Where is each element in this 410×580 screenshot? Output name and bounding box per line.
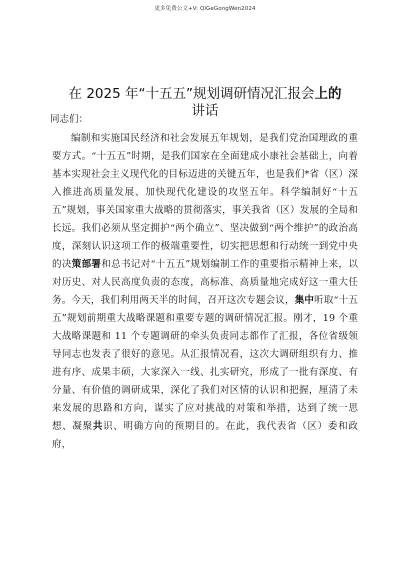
promo-header-note: 更多免费公文+V: QiGeGongWen2024 <box>154 6 256 12</box>
body-text-bold-run: 共 <box>92 421 104 432</box>
body-text-bold-run: 集中 <box>294 295 315 306</box>
body-text-run: 听取“十五五”规划前期重大战略课题和重要专题的调研情况汇报。刚才，19 个重大战略课题和 11 个专题调研的牵头负责同志都作了汇报，各位省级领导同志也发表了很好的意见。从汇报情况看，这次大调研组织有力、推进有序、成果丰硕，大家深入一线、扎实研究，形成了一批有深度、有分量、有价值的调研成果，深化了我们对区情的认识和把握，厘清了未来发展的思路和方向，谋实了应对挑战的对策和举措，达到了统一思想、凝聚 <box>52 295 358 432</box>
body-text-run: 识、明确方向的预期目的。在此，我代表省（区）委和政府， <box>52 421 358 450</box>
body-text-run: 和总书记对“十五五”规划编制工作的重要指示精神上来，以对历史、对人民高度负责的态度，高标准、高质量地完成好这一重大任务。今天，我们利用两天半的时间，召开这次专题会议， <box>52 259 358 306</box>
body-paragraph <box>52 130 358 454</box>
title-text: 在 2025 年“十五五”规划调研情况汇报会 <box>68 86 315 102</box>
body-text-bold-run: 策部署 <box>71 259 102 270</box>
title-text-bold: 上的 <box>314 86 342 102</box>
body-text-run: 编制和实施国民经济和社会发展五年规划，是我们党治国理政的重要方式。“十五五”时期，是我们国家在全面建成小康社会基础上，向着基本实现社会主义现代化的目标迈进的关键五年，也是我们*省（区）深入推进高质量发展、加快现代化建设的攻坚五年。科学编制好“十五五”规划，事关国家重大战略的贯彻落实，事关我省（区）发展的全局和长远。我们必须从坚定拥护“两个确立”、坚决做到“两个维护”的政治高度，深刻认识这项工作的极端重要性，切实把思想和行动统一到党中央的决 <box>52 133 358 270</box>
title-text-line2: 讲话 <box>191 103 219 119</box>
salutation: 同志们： <box>50 114 89 125</box>
document-title <box>40 86 370 120</box>
